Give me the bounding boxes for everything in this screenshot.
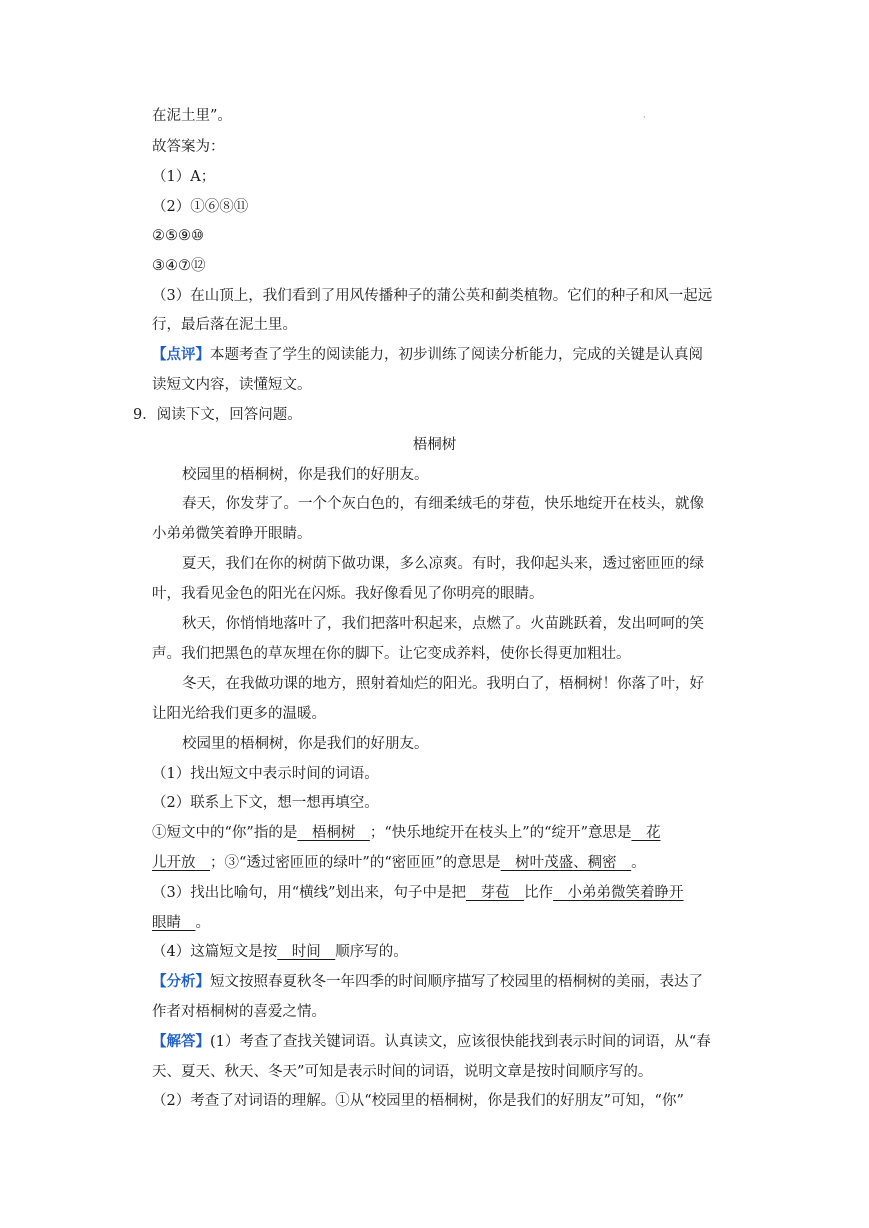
text-line: 行，最后落在泥土里。 <box>152 317 297 333</box>
passage-line: 秋天，你悄悄地落叶了，我们把落叶积起来，点燃了。火苗跳跃着，发出呵呵的笑 <box>182 616 704 632</box>
sub-question-1: （1）找出短文中表示时间的词语。 <box>152 766 379 782</box>
answer-blank: 小弟弟微笑着睁开 <box>553 885 684 901</box>
q2a-text: ①短文中的“你”指的是 <box>152 825 298 841</box>
text-line: 天、夏天、秋天、冬天”可知是表示时间的词语，说明文章是按时间顺序写的。 <box>152 1064 653 1080</box>
text-line: 读短文内容，读懂短文。 <box>152 377 312 393</box>
analysis-text: 短文按照春夏秋冬一年四季的时间顺序描写了校园里的梧桐树的美丽，表达了 <box>210 974 703 990</box>
sub-question-4 <box>152 942 408 962</box>
sub-question-3b <box>152 913 210 933</box>
comment-tag: 【点评】 <box>152 346 210 363</box>
q4-text: 顺序写的。 <box>335 944 408 960</box>
passage-line: 声。我们把黑色的草灰埋在你的脚下。让它变成养料，使你长得更加粗壮。 <box>152 646 631 662</box>
comment-text: 本题考查了学生的阅读能力，初步训练了阅读分析能力，完成的关键是认真阅 <box>210 347 703 363</box>
passage-title: 梧桐树 <box>412 437 457 453</box>
passage-line: 校园里的梧桐树，你是我们的好朋友。 <box>182 467 429 483</box>
text-line: （1）A； <box>152 169 216 185</box>
answer-blank: 芽苞 <box>466 885 525 901</box>
q2b-text: ；③“透过密匝匝的绿叶”的“密匝匝”的意思是 <box>210 855 501 871</box>
answer-blank: 花 <box>631 825 661 841</box>
answer-blank: 时间 <box>277 944 336 960</box>
passage-line: 夏天，我们在你的树荫下做功课，多么凉爽。有时，我仰起头来，透过密匝匝的绿 <box>182 556 704 572</box>
answer-tag: 【解答】 <box>152 1033 210 1050</box>
q2a-text: ；“快乐地绽开在枝头上”的“绽开”意思是 <box>369 825 632 841</box>
text-line: ③④⑦⑫ <box>152 258 206 274</box>
text-line: （2）①⑥⑧⑪ <box>152 199 249 215</box>
stray-dot: · <box>643 113 646 122</box>
q3-end: 。 <box>195 915 210 931</box>
q2b-end: 。 <box>631 855 646 871</box>
analysis-line <box>152 972 703 992</box>
passage-line: 小弟弟微笑着睁开眼睛。 <box>152 526 312 542</box>
text-line: 故答案为： <box>152 139 225 155</box>
passage-line: 叶，我看见金色的阳光在闪烁。我好像看见了你明亮的眼睛。 <box>152 586 544 602</box>
sub-question-2b <box>152 853 646 873</box>
passage-line: 春天，你发芽了。一个个灰白色的，有细柔绒毛的芽苞，快乐地绽开在枝头，就像 <box>182 496 704 512</box>
analysis-tag: 【分析】 <box>152 973 210 990</box>
question-stem: 9．阅读下文，回答问题。 <box>133 407 302 423</box>
text-line: 作者对梧桐树的喜爱之情。 <box>152 1004 326 1020</box>
q3-text: （3）找出比喻句，用“横线”划出来，句子中是把 <box>152 885 467 901</box>
sub-question-2a <box>152 823 660 843</box>
passage-line: 让阳光给我们更多的温暖。 <box>152 706 326 722</box>
answer-blank: 儿开放 <box>152 855 210 871</box>
passage-line: 校园里的梧桐树，你是我们的好朋友。 <box>182 736 429 752</box>
answer-text: (1）考查了查找关键词语。认真读文，应该很快能找到表示时间的词语，从“春 <box>210 1034 711 1050</box>
answer-blank: 树叶茂盛、稠密 <box>500 855 632 871</box>
text-line: （3）在山顶上，我们看到了用风传播种子的蒲公英和蓟类植物。它们的种子和风一起远 <box>152 288 713 304</box>
q4-text: （4）这篇短文是按 <box>152 944 278 960</box>
comment-line <box>152 345 703 365</box>
sub-question-2: （2）联系上下文，想一想再填空。 <box>152 795 379 811</box>
answer-blank: 梧桐树 <box>297 825 370 841</box>
sub-question-3 <box>152 883 684 903</box>
answer-blank: 眼睛 <box>152 915 196 931</box>
text-line: 在泥土里”。 <box>152 108 232 124</box>
passage-line: 冬天，在我做功课的地方，照射着灿烂的阳光。我明白了，梧桐树！你落了叶，好 <box>182 676 704 692</box>
answer-line <box>152 1032 711 1052</box>
q3-text: 比作 <box>524 885 554 901</box>
text-line: （2）考查了对词语的理解。①从“校园里的梧桐树，你是我们的好朋友”可知，“你” <box>152 1093 684 1109</box>
text-line: ②⑤⑨⑩ <box>152 228 204 244</box>
